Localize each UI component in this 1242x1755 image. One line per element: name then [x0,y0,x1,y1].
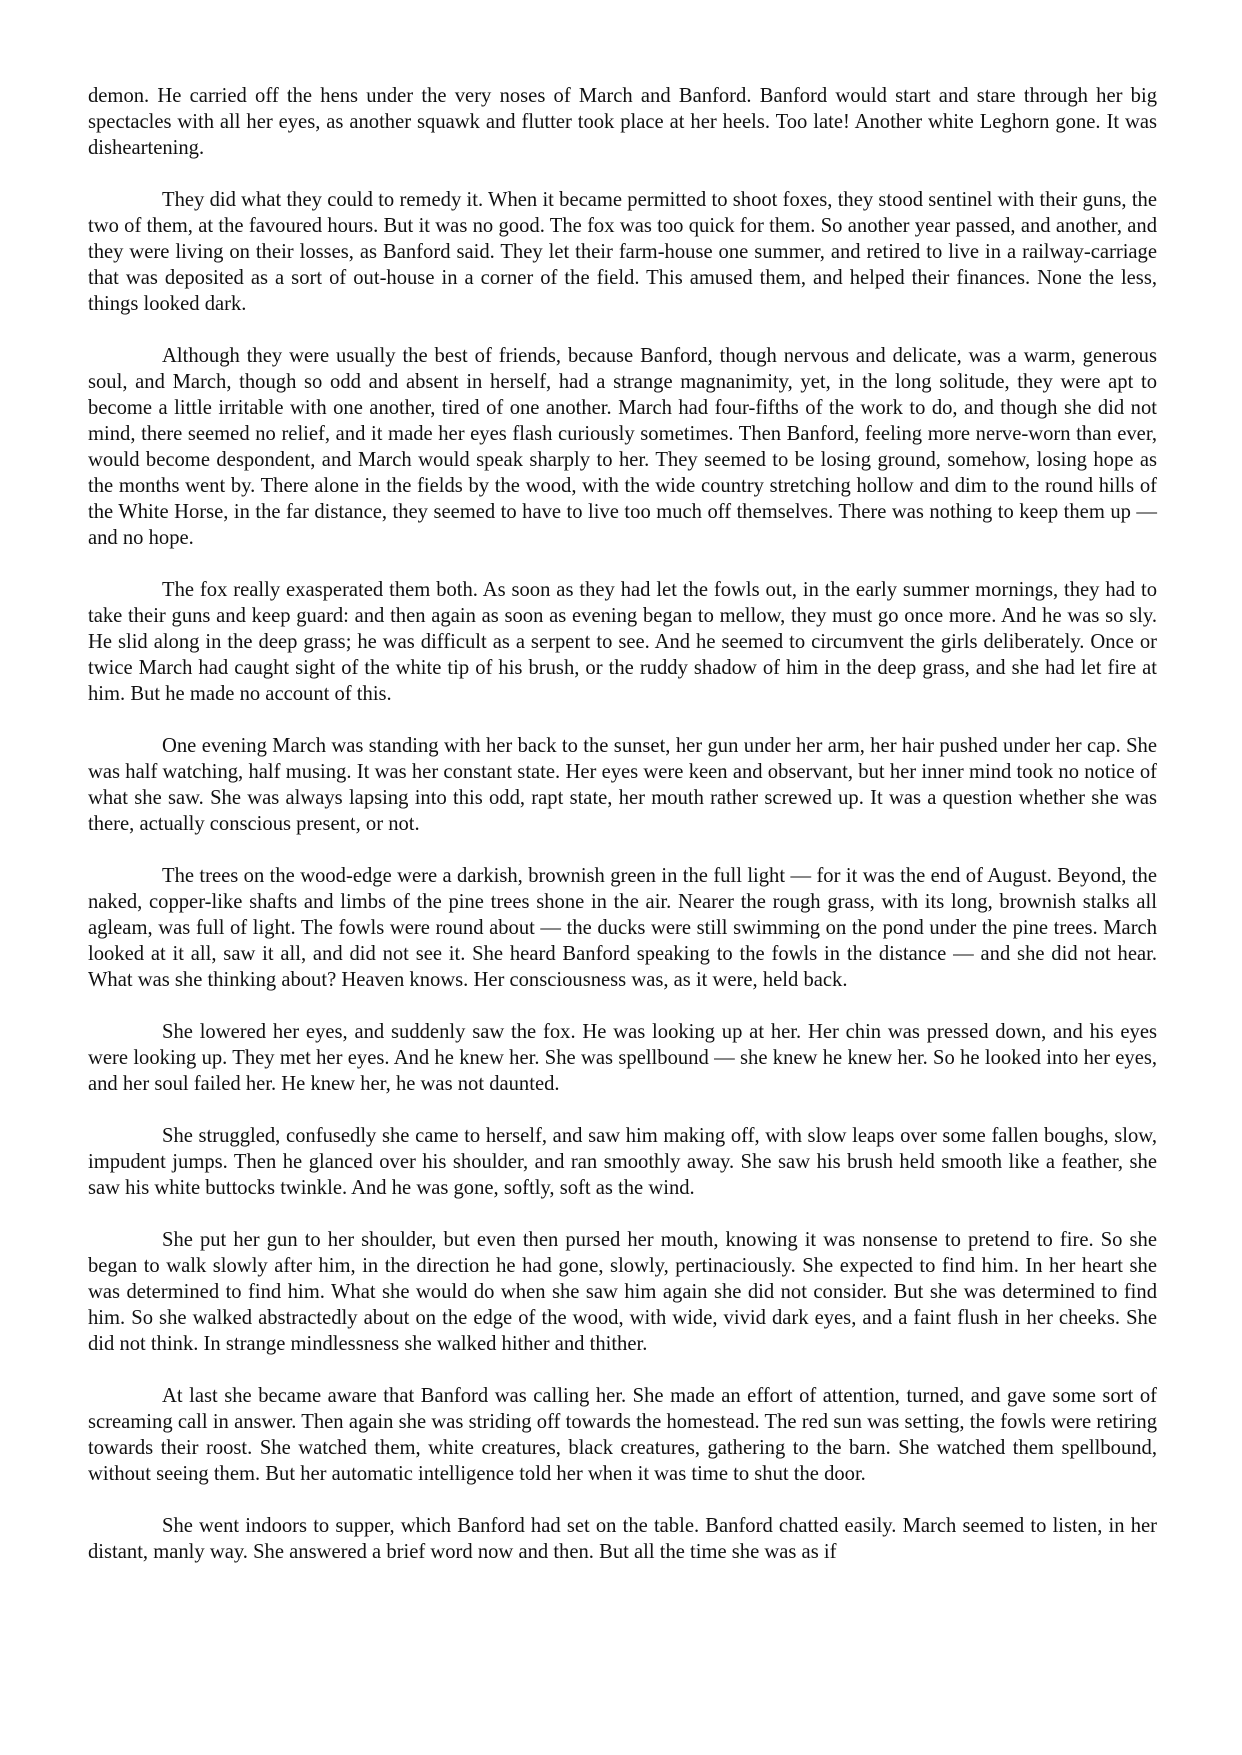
paragraph-8: She struggled, confusedly she came to herself, and saw him making off, with slow leaps over some fallen boughs, slow, impudent jumps. Then he glanced over his shoulder, and ran smoothly away. She saw his brush held smooth like a feather, she saw his white buttocks twinkle. And he was gone, softly, soft as the wind. [88,1125,1157,1199]
paragraph-2: They did what they could to remedy it. When it became permitted to shoot foxes, they stood sentinel with their guns, the two of them, at the favoured hours. But it was no good. The fox was too quick for them. So another year passed, and another, and they were living on their losses, as Banford said. They let their farm-house one summer, and retired to live in a railway-carriage that was deposited as a sort of out-house in a corner of the field. This amused them, and helped their finances. None the less, things looked dark. [88,189,1157,315]
document-page [88,83,1157,1565]
paragraph-9: She put her gun to her shoulder, but even then pursed her mouth, knowing it was nonsense to pretend to fire. So she began to walk slowly after him, in the direction he had gone, slowly, pertinaciously. She expected to find him. In her heart she was determined to find him. What she would do when she saw him again she did not consider. But she was determined to find him. So she walked abstractedly about on the edge of the wood, with wide, vivid dark eyes, and a faint flush in her cheeks. She did not think. In strange mindlessness she walked hither and thither. [88,1229,1157,1355]
paragraph-3: Although they were usually the best of friends, because Banford, though nervous and delicate, was a warm, generous soul, and March, though so odd and absent in herself, had a strange magnanimity, yet, in the long solitude, they were apt to become a little irritable with one another, tired of one another. March had four-fifths of the work to do, and though she did not mind, there seemed no relief, and it made her eyes flash curiously sometimes. Then Banford, feeling more nerve-worn than ever, would become despondent, and March would speak sharply to her. They seemed to be losing ground, somehow, losing hope as the months went by. There alone in the fields by the wood, with the wide country stretching hollow and dim to the round hills of the White Horse, in the far distance, they seemed to have to live too much off themselves. There was nothing to keep them up — and no hope. [88,345,1157,549]
paragraph-10: At last she became aware that Banford was calling her. She made an effort of attention, turned, and gave some sort of screaming call in answer. Then again she was striding off towards the homestead. The red sun was setting, the fowls were retiring towards their roost. She watched them, white creatures, black creatures, gathering to the barn. She watched them spellbound, without seeing them. But her automatic intelligence told her when it was time to shut the door. [88,1385,1157,1485]
paragraph-7: She lowered her eyes, and suddenly saw the fox. He was looking up at her. Her chin was pressed down, and his eyes were looking up. They met her eyes. And he knew her. She was spellbound — she knew he knew her. So he looked into her eyes, and her soul failed her. He knew her, he was not daunted. [88,1021,1157,1095]
paragraph-11: She went indoors to supper, which Banford had set on the table. Banford chatted easily. March seemed to listen, in her distant, manly way. She answered a brief word now and then. But all the time she was as if [88,1515,1157,1563]
paragraph-1: demon. He carried off the hens under the very noses of March and Banford. Banford would start and stare through her big spectacles with all her eyes, as another squawk and flutter took place at her heels. Too late! Another white Leghorn gone. It was disheartening. [88,85,1157,159]
paragraph-6: The trees on the wood-edge were a darkish, brownish green in the full light — for it was the end of August. Beyond, the naked, copper-like shafts and limbs of the pine trees shone in the air. Nearer the rough grass, with its long, brownish stalks all agleam, was full of light. The fowls were round about — the ducks were still swimming on the pond under the pine trees. March looked at it all, saw it all, and did not see it. She heard Banford speaking to the fowls in the distance — and she did not hear. What was she thinking about? Heaven knows. Her consciousness was, as it were, held back. [88,865,1157,991]
paragraph-5: One evening March was standing with her back to the sunset, her gun under her arm, her hair pushed under her cap. She was half watching, half musing. It was her constant state. Her eyes were keen and observant, but her inner mind took no notice of what she saw. She was always lapsing into this odd, rapt state, her mouth rather screwed up. It was a question whether she was there, actually conscious present, or not. [88,735,1157,835]
paragraph-4: The fox really exasperated them both. As soon as they had let the fowls out, in the early summer mornings, they had to take their guns and keep guard: and then again as soon as evening began to mellow, they must go once more. And he was so sly. He slid along in the deep grass; he was difficult as a serpent to see. And he seemed to circumvent the girls deliberately. Once or twice March had caught sight of the white tip of his brush, or the ruddy shadow of him in the deep grass, and she had let fire at him. But he made no account of this. [88,579,1157,705]
